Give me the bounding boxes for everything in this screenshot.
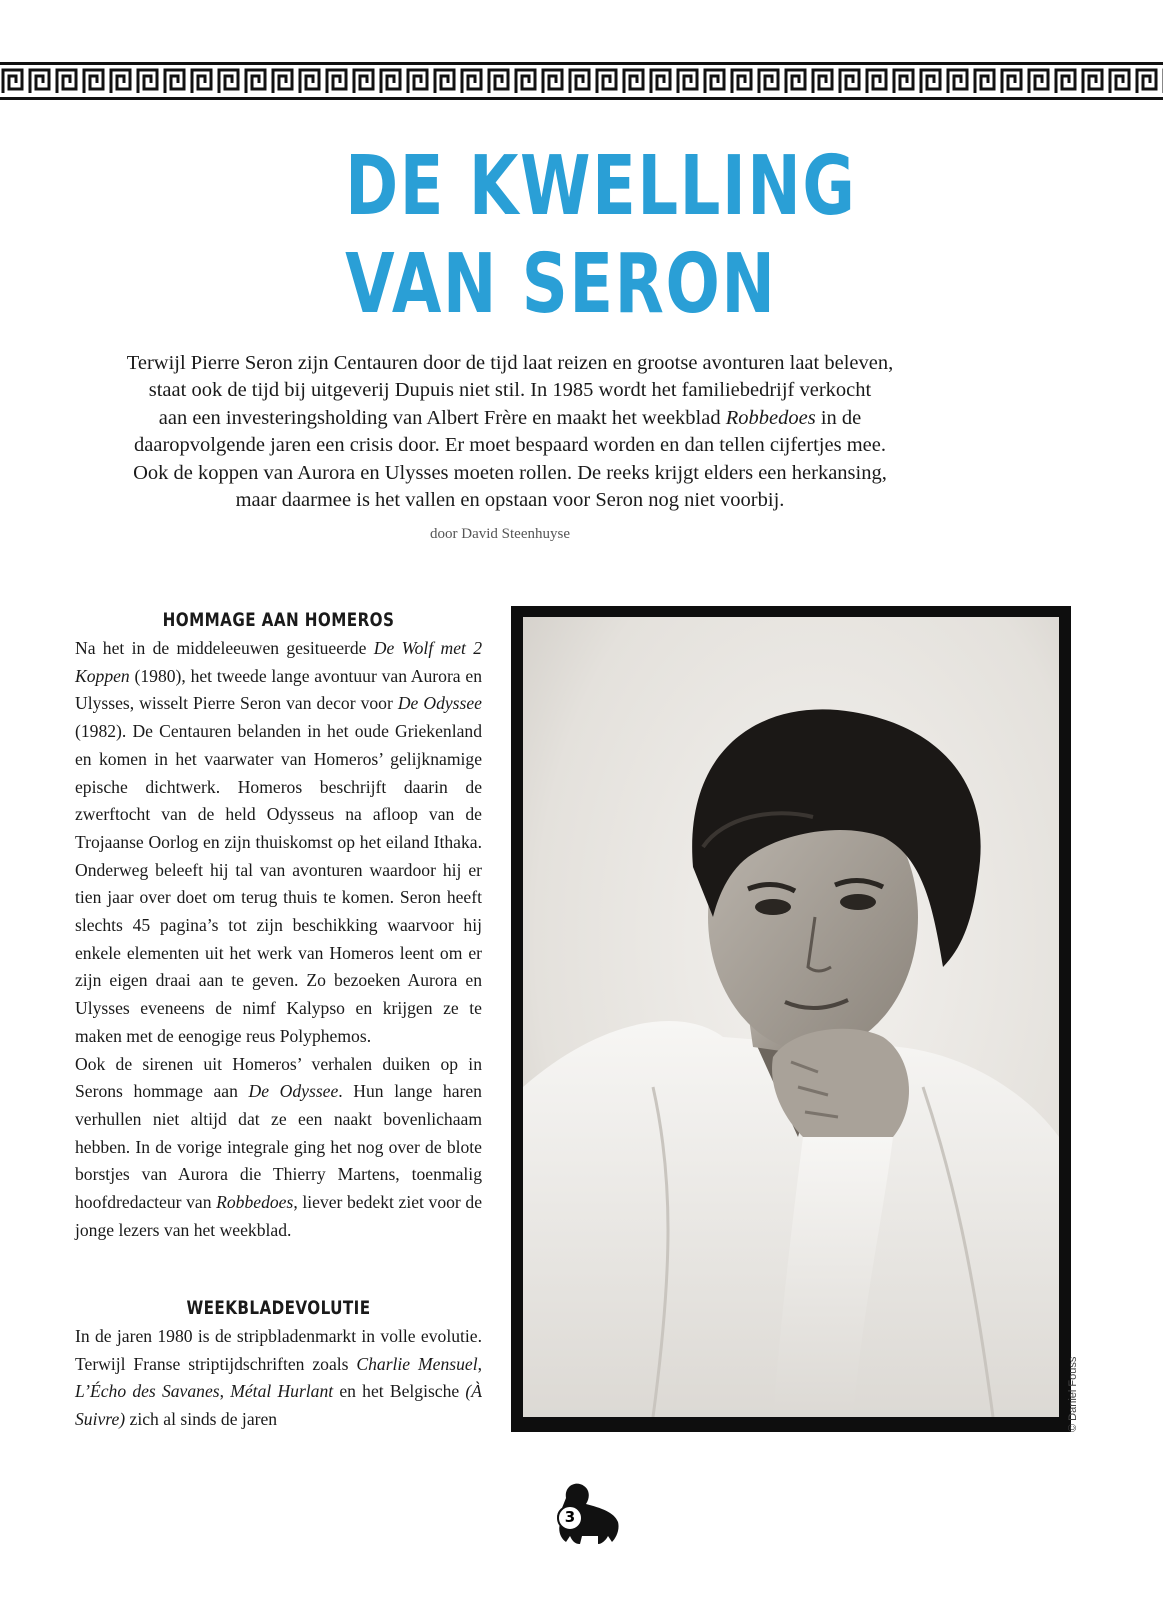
column-section-1	[75, 605, 482, 1244]
text-run: (1980), het tweede lange avontuur van Aurora en Ulysses, wisselt Pierre Seron van decor voor	[75, 665, 482, 714]
intro-text: aan een investeringsholding van Albert Frère en maakt het weekblad	[158, 406, 726, 429]
intro-line: Ook de koppen van Aurora en Ulysses moeten rollen. De reeks krijgt elders een herkansing,	[133, 461, 887, 484]
photo-frame	[511, 606, 1071, 1432]
italic-title: De Odyssee	[248, 1081, 339, 1102]
intro-text: in de	[815, 406, 862, 429]
text-run: Na het in de middeleeuwen gesitueerde	[75, 638, 374, 658]
body-paragraph	[75, 635, 482, 1051]
italic-title: De Wolf met 2 Koppen	[75, 638, 482, 686]
body-paragraph	[75, 1323, 482, 1434]
column-section-2	[75, 1293, 482, 1434]
section-heading: HOMMAGE AAN HOMEROS	[162, 609, 395, 631]
text-run: ,	[219, 1381, 231, 1402]
italic-title: Charlie Mensuel	[356, 1353, 478, 1374]
title-line-2: VAN SERON	[345, 237, 777, 332]
portrait-photo	[523, 617, 1059, 1417]
section-heading: WEEKBLADEVOLUTIE	[186, 1297, 371, 1319]
text-run: zich al sinds de jaren	[125, 1409, 278, 1430]
text-run: , liever bedekt ziet voor de jonge lezers van het weekblad.	[75, 1192, 482, 1240]
italic-title: L’Écho des Savanes	[75, 1381, 220, 1402]
text-run: Ook de sirenen uit Homeros’ verhalen duiken op in Serons hommage aan	[75, 1053, 482, 1102]
italic-title: Métal Hurlant	[230, 1381, 334, 1402]
intro-line: staat ook de tijd bij uitgeverij Dupuis niet stil. In 1985 wordt het familiebedrijf verkocht	[148, 379, 872, 402]
greek-key-border	[0, 62, 1163, 100]
text-run: . Hun lange haren verhullen niet altijd dat ze een naakt bovenlichaam hebben. In de vorige integrale ging het nog over de blote borstjes van Aurora die Thierry Martens, toenmalig hoofdredacteur van	[75, 1081, 482, 1213]
text-run: ,	[477, 1353, 482, 1374]
byline: door David Steenhuyse	[430, 526, 570, 542]
intro-paragraph	[60, 350, 960, 514]
italic-title: Robbedoes	[216, 1192, 294, 1213]
intro-line: Terwijl Pierre Seron zijn Centauren door de tijd laat reizen en grootse avonturen laat beleven,	[126, 352, 894, 374]
italic-title: (À Suivre)	[75, 1381, 483, 1430]
italic-title: De Odyssee	[397, 693, 482, 714]
text-run: In de jaren 1980 is de stripbladenmarkt in volle evolutie. Terwijl Franse striptijdschriften zoals	[75, 1326, 482, 1374]
page-number: 3	[564, 1508, 576, 1526]
text-run: en het Belgische	[333, 1381, 466, 1402]
text-run: (1982). De Centauren belanden in het oude Griekenland en komen in het vaarwater van Homeros’ gelijknamige epische dichtwerk. Homeros beschrijft daarin de zwerftocht van de held Odysseus na afloop van de Trojaanse Oorlog en zijn thuiskomst op het eiland Ithaka. Onderweg beleeft hij tal van avonturen waardoor hij er tien jaar over doet om terug thuis te komen. Seron heeft slechts 45 pagina’s tot zijn beschikking waarvoor hij enkele elementen uit het werk van Homeros leent om er zijn eigen draai aan te geven. Zo bezoeken Aurora en Ulysses eveneens de nimf Kalypso en krijgen ze te maken met de eenogige reus Polyphemos.	[75, 721, 482, 1046]
intro-line: daaropvolgende jaren een crisis door. Er moet bespaard worden en dan tellen cijfertjes mee.	[134, 434, 886, 457]
body-paragraph	[75, 1051, 482, 1245]
article-title	[345, 138, 857, 334]
intro-line: maar daarmee is het vallen en opstaan voor Seron nog niet voorbij.	[235, 489, 785, 512]
intro-italic-robbedoes: Robbedoes	[725, 406, 816, 429]
photo-credit: © Daniel Fouss	[1067, 1356, 1079, 1432]
intro-line	[60, 405, 960, 432]
title-line-1: DE KWELLING	[345, 139, 857, 234]
